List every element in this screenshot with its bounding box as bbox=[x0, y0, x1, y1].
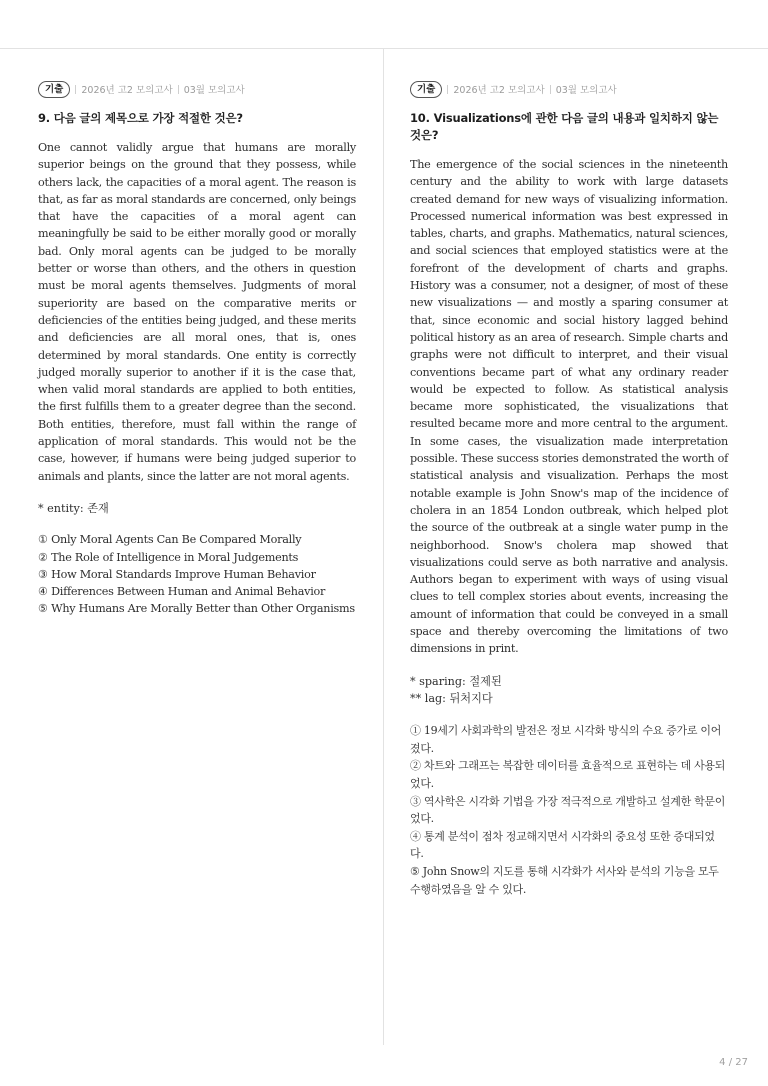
meta-separator bbox=[550, 85, 551, 94]
meta-separator bbox=[75, 85, 76, 94]
footnotes bbox=[410, 673, 728, 708]
choice-4[interactable]: ④ 통계 분석이 점차 정교해지면서 시각화의 중요성 또한 증대되었다. bbox=[410, 829, 715, 861]
question-9-column bbox=[38, 80, 356, 618]
question-meta bbox=[38, 80, 356, 98]
choice-2[interactable]: ② The Role of Intelligence in Moral Judgements bbox=[38, 550, 299, 564]
passage-text: One cannot validly argue that humans are morally superior beings on the ground that they possess, while others lack, the capacities of a moral agent. The reason is that, as far as moral standards are concerned, only beings that have the capacities of a moral agent can meaningfully be said to be either morally good or morally bad. Only moral agents can be judged to be morally better or worse than others, and the others in question must be moral agents themselves. Judgments of moral superiority are based on the comparative merits or deficiencies of the entities being judged, and these merits and deficiencies are all moral ones, that is, ones determined by moral standards. One entity is correctly judged morally superior to another if it is the case that, when valid moral standards are applied to both entities, the first fulfills them to a greater degree than the second. Both entities, therefore, must fall within the range of application of moral standards. This would not be the case, however, if humans were being judged superior to animals and plants, since the latter are not moral agents. bbox=[38, 141, 356, 483]
choice-1[interactable]: ① 19세기 사회과학의 발전은 정보 시각화 방식의 수요 증가로 이어졌다. bbox=[410, 724, 722, 755]
question-10-column bbox=[410, 80, 728, 898]
page-number: 4 / 27 bbox=[719, 1057, 748, 1068]
exam-year-label: 2026년 고2 모의고사 bbox=[453, 85, 545, 96]
header-rule bbox=[0, 48, 768, 49]
choice-4[interactable]: ④ Differences Between Human and Animal Behavior bbox=[38, 585, 326, 599]
footnote: ** lag: 뒤처지다 bbox=[410, 691, 493, 705]
footnote: * sparing: 절제된 bbox=[410, 674, 502, 688]
choice-5[interactable]: ⑤ John Snow의 지도를 통해 시각화가 서사와 분석의 기능을 모두 수행하였음을 알 수 있다. bbox=[410, 864, 719, 896]
meta-separator bbox=[178, 85, 179, 94]
past-exam-badge: 기출 bbox=[410, 81, 442, 98]
passage-text: The emergence of the social sciences in the nineteenth century and the ability to work with large datasets created demand for new ways of visualizing information. Processed numerical information was best expressed in tables, charts, and graphs. Mathematics, natural sciences, and social sciences that employed statistics were at the forefront of the development of charts and graphs. History was a consumer, not a designer, of most of these new visualizations — and mostly a sparing consumer at that, since economic and social history lagged behind political history as an area of research. Simple charts and graphs were not difficult to interpret, and their visual conventions became part of what any ordinary reader would be expected to follow. As statistical analysis became more sophisticated, the visualizations that resulted became more and more central to the argument. In some cases, the visualization made interpretation possible. These success stories demonstrated the worth of statistical analysis and visualization. Perhaps the most notable example is John Snow's map of the incidence of cholera in an 1854 London outbreak, which helped plot the source of the outbreak at a single water pump in the neighborhood. Snow's cholera map showed that visualizations could serve as both narrative and analysis. Authors began to experiment with ways of using visual clues to tell complex stories about events, increasing the amount of information that could be conveyed in a small space and thereby overcoming the limitations of two dimensions in print. bbox=[410, 158, 728, 656]
footnote: * entity: 존재 bbox=[38, 501, 109, 515]
answer-choices bbox=[410, 722, 728, 898]
choice-1[interactable]: ① Only Moral Agents Can Be Compared Morally bbox=[38, 533, 302, 547]
answer-choices bbox=[38, 531, 356, 617]
column-divider bbox=[383, 49, 384, 1045]
footnotes bbox=[38, 500, 356, 517]
meta-separator bbox=[447, 85, 448, 94]
choice-3[interactable]: ③ How Moral Standards Improve Human Behavior bbox=[38, 567, 316, 581]
choice-5[interactable]: ⑤ Why Humans Are Morally Better than Other Organisms bbox=[38, 602, 355, 616]
exam-month-label: 03월 모의고사 bbox=[555, 85, 617, 96]
exam-year-label: 2026년 고2 모의고사 bbox=[81, 85, 173, 96]
choice-2[interactable]: ② 차트와 그래프는 복잡한 데이터를 효율적으로 표현하는 데 사용되었다. bbox=[410, 759, 726, 790]
exam-month-label: 03월 모의고사 bbox=[183, 85, 245, 96]
choice-3[interactable]: ③ 역사학은 시각화 기법을 가장 적극적으로 개발하고 설계한 학문이었다. bbox=[410, 794, 726, 826]
question-meta bbox=[410, 80, 728, 98]
past-exam-badge: 기출 bbox=[38, 81, 70, 98]
question-title: 10. Visualizations에 관한 다음 글의 내용과 일치하지 않는 것은? bbox=[410, 111, 719, 142]
question-title: 9. 다음 글의 제목으로 가장 적절한 것은? bbox=[38, 111, 243, 125]
